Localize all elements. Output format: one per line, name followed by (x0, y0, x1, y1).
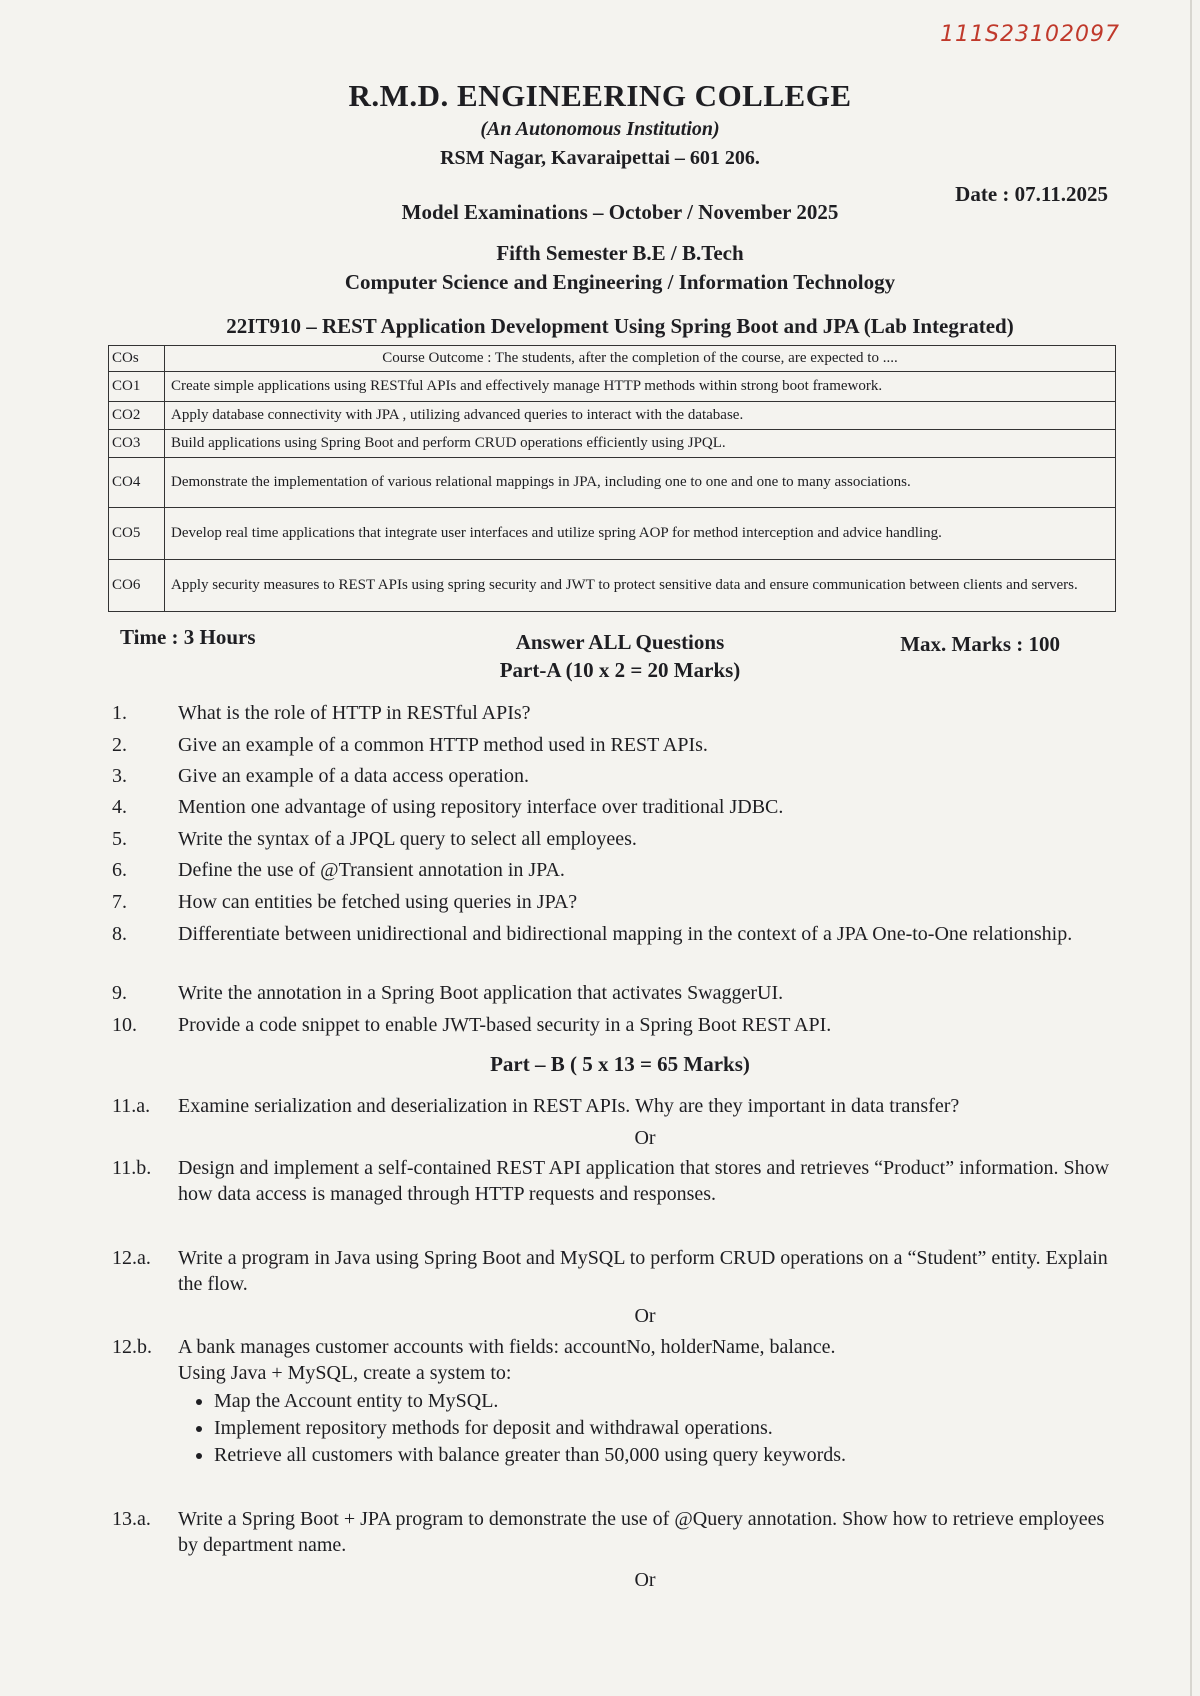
question-text: Differentiate between unidirectional and bidirectional mapping in the context of a JPA One-to-One relationship. (178, 923, 1073, 945)
question-number: 10. (112, 1014, 137, 1036)
table-row (109, 402, 1116, 430)
question-11a (112, 1093, 1112, 1119)
co-text: Apply security measures to REST APIs using spring security and JWT to protect sensitive data and ensure communication between clients and servers. (165, 560, 1116, 612)
question-number: 3. (112, 765, 127, 787)
question-number: 12.b. (112, 1336, 152, 1358)
max-marks: Max. Marks : 100 (900, 632, 1060, 656)
question-subtext: Using Java + MySQL, create a system to: (178, 1362, 512, 1384)
question-text: Examine serialization and deserialization in REST APIs. Why are they important in data transfer? (178, 1095, 960, 1117)
table-header-row (109, 346, 1116, 372)
question-number: 6. (112, 859, 127, 881)
exam-title: Model Examinations – October / November 2025 (401, 200, 839, 224)
part-b-heading: Part – B ( 5 x 13 = 65 Marks) (490, 1052, 750, 1076)
table-row (109, 508, 1116, 560)
question-12b (112, 1334, 1112, 1469)
question-5 (112, 826, 1112, 852)
part-a-heading: Part-A (10 x 2 = 20 Marks) (499, 658, 741, 682)
table-row (109, 430, 1116, 458)
co-text: Create simple applications using RESTful APIs and effectively manage HTTP methods within strong boot framework. (165, 372, 1116, 402)
list-item: • Implement repository methods for deposit and withdrawal operations. (214, 1415, 1112, 1442)
question-2 (112, 732, 1112, 758)
co-code: CO5 (109, 508, 165, 560)
list-item: • Map the Account entity to MySQL. (214, 1388, 1112, 1415)
question-text: What is the role of HTTP in RESTful APIs? (178, 702, 531, 724)
question-7 (112, 889, 1112, 915)
header (0, 78, 1200, 170)
question-10 (112, 1012, 1112, 1038)
question-text: Write a Spring Boot + JPA program to demonstrate the use of @Query annotation. Show how to retrieve employees by department name. (178, 1508, 1105, 1556)
co-code: CO2 (109, 402, 165, 430)
question-text: Design and implement a self-contained REST API application that stores and retrieves “Product” information. Show how data access is managed through HTTP requests and responses. (178, 1157, 1110, 1205)
table-row (109, 372, 1116, 402)
table-row (109, 560, 1116, 612)
exam-duration: Time : 3 Hours (120, 625, 256, 649)
co-code: CO6 (109, 560, 165, 612)
question-6 (112, 857, 1112, 883)
question-text: Give an example of a data access operation. (178, 765, 529, 787)
question-3 (112, 763, 1112, 789)
question-number: 1. (112, 702, 127, 724)
question-text: Give an example of a common HTTP method used in REST APIs. (178, 734, 708, 756)
semester: Fifth Semester B.E / B.Tech (496, 241, 744, 265)
question-number: 13.a. (112, 1508, 151, 1530)
question-4 (112, 794, 1112, 820)
question-12a (112, 1245, 1112, 1297)
institution-type: (An Autonomous Institution) (480, 118, 720, 140)
course-outcome-table (108, 345, 1116, 612)
or-separator: Or (634, 1569, 656, 1591)
question-number: 8. (112, 923, 127, 945)
co-header-text: Course Outcome : The students, after the completion of the course, are expected to .... (165, 346, 1116, 372)
question-number: 7. (112, 891, 127, 913)
scan-edge (1190, 0, 1192, 1696)
or-separator: Or (634, 1127, 656, 1149)
question-9 (112, 980, 1112, 1006)
bullet-list (178, 1388, 1112, 1469)
co-header-code: COs (109, 346, 165, 372)
co-text: Build applications using Spring Boot and perform CRUD operations efficiently using JPQL. (165, 430, 1116, 458)
question-text: Define the use of @Transient annotation in JPA. (178, 859, 565, 881)
question-text: Write a program in Java using Spring Boot and MySQL to perform CRUD operations on a “Student” entity. Explain the flow. (178, 1247, 1108, 1295)
question-text: How can entities be fetched using queries in JPA? (178, 891, 578, 913)
question-8 (112, 921, 1112, 947)
or-separator: Or (634, 1305, 656, 1327)
question-1 (112, 700, 1112, 726)
question-number: 12.a. (112, 1247, 151, 1269)
question-number: 5. (112, 828, 127, 850)
co-text: Apply database connectivity with JPA , utilizing advanced queries to interact with the database. (165, 402, 1116, 430)
handwritten-register-number: 111S23102097 (940, 22, 1120, 47)
question-number: 2. (112, 734, 127, 756)
question-text-line: A bank manages customer accounts with fields: accountNo, holderName, balance. (178, 1336, 836, 1358)
co-code: CO3 (109, 430, 165, 458)
instructions: Answer ALL Questions (515, 630, 725, 654)
question-text: Mention one advantage of using repository interface over traditional JDBC. (178, 796, 784, 818)
question-11b (112, 1155, 1112, 1207)
co-code: CO1 (109, 372, 165, 402)
co-text: Develop real time applications that integrate user interfaces and utilize spring AOP for method interception and advice handling. (165, 508, 1116, 560)
question-number: 9. (112, 982, 127, 1004)
table-row (109, 458, 1116, 508)
question-number: 11.b. (112, 1157, 152, 1179)
question-number: 11.a. (112, 1095, 151, 1117)
co-code: CO4 (109, 458, 165, 508)
question-13a (112, 1506, 1112, 1558)
question-text: Provide a code snippet to enable JWT-based security in a Spring Boot REST API. (178, 1014, 832, 1036)
co-text: Demonstrate the implementation of various relational mappings in JPA, including one to one and one to many associations. (165, 458, 1116, 508)
exam-date: Date : 07.11.2025 (955, 182, 1108, 206)
list-item: • Retrieve all customers with balance greater than 50,000 using query keywords. (214, 1442, 1112, 1469)
question-text: Write the syntax of a JPQL query to select all employees. (178, 828, 637, 850)
question-number: 4. (112, 796, 127, 818)
college-name: R.M.D. ENGINEERING COLLEGE (348, 78, 852, 113)
question-text (178, 1334, 1112, 1469)
question-text: Write the annotation in a Spring Boot application that activates SwaggerUI. (178, 982, 784, 1004)
department: Computer Science and Engineering / Information Technology (344, 270, 896, 294)
course-title: 22IT910 – REST Application Development Using Spring Boot and JPA (Lab Integrated) (226, 314, 1014, 338)
college-address: RSM Nagar, Kavaraipettai – 601 206. (440, 147, 760, 169)
